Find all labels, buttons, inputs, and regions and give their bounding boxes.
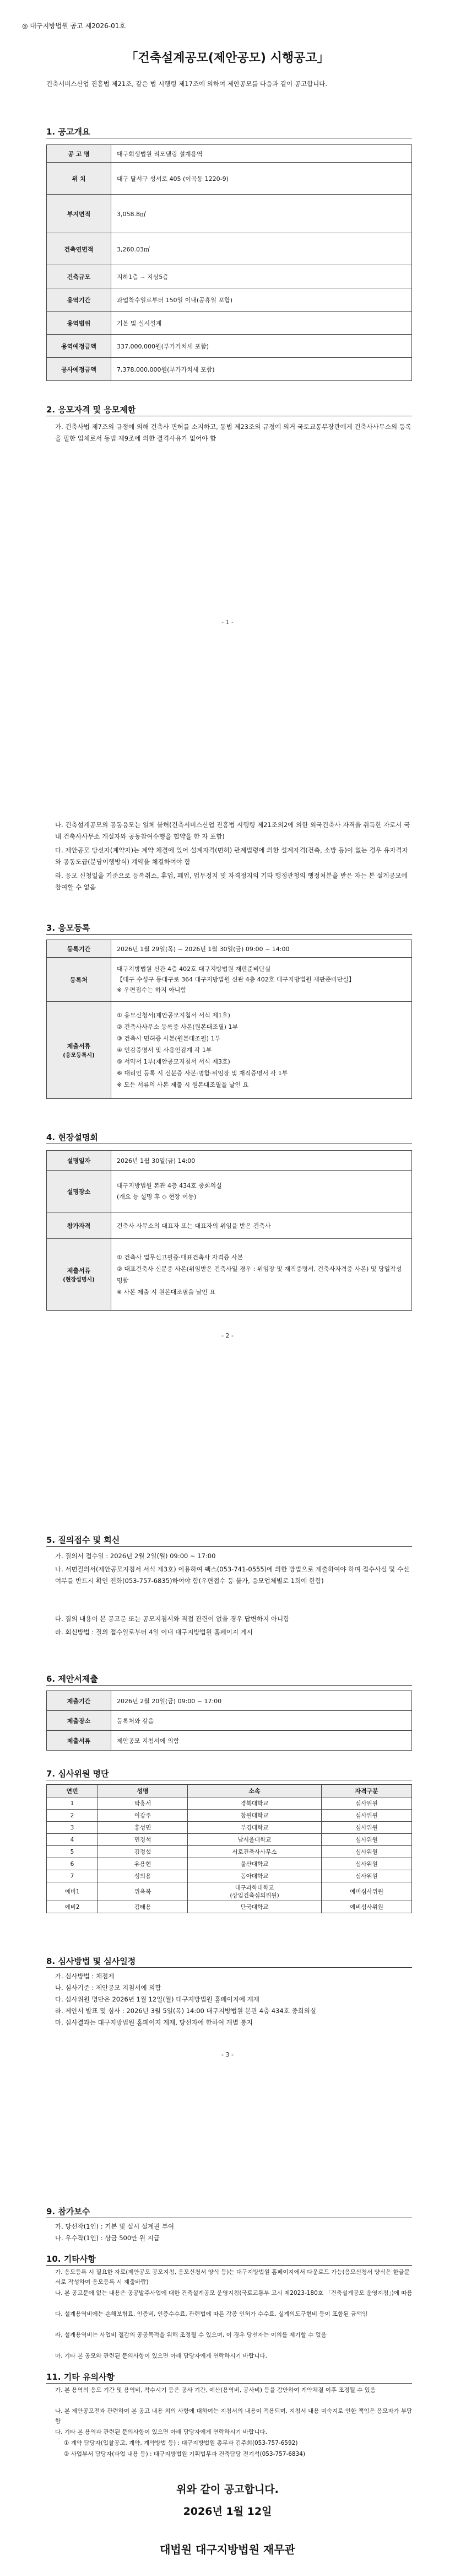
place-line: (개요 등 설명 후 ◇ 현장 이동) <box>117 1193 197 1200</box>
row-label: 설명일자 <box>47 1151 111 1171</box>
divider <box>46 1685 412 1686</box>
row-label: 부지면적 <box>47 195 111 233</box>
row-label: 용역범위 <box>47 312 111 335</box>
doc-line: ② 대표건축사 신분증 사본(위임받은 건축사일 경우 : 위임장 및 재직증명서, 건축사자격증 사본) 및 당일작성 명함 <box>117 1265 402 1284</box>
table-row <box>47 1691 412 1711</box>
judge-name: 김정섭 <box>98 1846 188 1858</box>
briefing-table <box>46 1150 412 1311</box>
register-line: 【대구 수성구 동대구로 364 대구지방법원 신관 4층 402호 대구지방법원 재판준비단실】 <box>117 976 355 983</box>
row-value: 과업착수일로부터 150일 이내(공휴일 포함) <box>111 288 412 312</box>
judge-no: 6 <box>47 1858 98 1870</box>
page-number: - 3 - <box>221 2051 234 2058</box>
divider <box>46 1967 412 1968</box>
judges-body <box>47 1797 412 1913</box>
docs-sublabel: (응모등록시) <box>63 1053 95 1059</box>
row-label: 설명장소 <box>47 1171 111 1212</box>
table-row <box>47 1002 412 1099</box>
table-row <box>47 312 412 335</box>
section-1-heading: 1. 공고개요 <box>46 127 90 137</box>
divider <box>46 2383 412 2384</box>
table-row <box>47 958 412 1002</box>
table-row <box>47 1901 412 1913</box>
table-row <box>47 1239 412 1311</box>
row-label: 건축규모 <box>47 265 111 288</box>
table-row <box>47 1846 412 1858</box>
row-label: 제출장소 <box>47 1711 111 1731</box>
row-value: 대구 달서구 성서로 405 (이곡동 1220-9) <box>111 163 412 195</box>
judge-name: 유용현 <box>98 1858 188 1870</box>
submission-table <box>46 1690 412 1751</box>
paragraph: 가. 응모등록 시 필요한 자료(제안공모 공모지침, 응모신청서 양식 등)는 대구지방법원 홈페이지에서 다운로드 가능(응모신청서 양식은 한글문서로 작성하여 응모등록 시 제출바람) <box>55 2269 410 2285</box>
paragraph: 라. 설계용역비는 사업비 절감의 공공목적을 위해 조정될 수 있으며, 이 경우 당선자는 이의를 제기할 수 없음 <box>55 2332 327 2338</box>
table-row <box>47 1834 412 1846</box>
row-value: 7,378,000,000원(부가가치세 포함) <box>111 358 412 381</box>
row-value <box>111 1002 412 1099</box>
table-row <box>47 1870 412 1882</box>
place-line: 대구지방법원 본관 4층 434호 중회의실 <box>117 1182 222 1189</box>
judge-affiliation: 서로건축사사무소 <box>188 1846 322 1858</box>
row-label: 공 고 명 <box>47 145 111 163</box>
divider <box>46 2265 412 2266</box>
row-value: 337,000,000원(부가가치세 포함) <box>111 335 412 358</box>
section-10-heading: 10. 기타사항 <box>46 2254 96 2264</box>
paragraph: 다. 질의 내용이 본 공고문 또는 공모지침서와 직접 관련이 없을 경우 답변하지 아니함 <box>55 1615 290 1623</box>
judge-name: 성의용 <box>98 1870 188 1882</box>
table-row <box>47 195 412 233</box>
row-value: 3,058.8㎡ <box>111 195 412 233</box>
paragraph: 다. 심사위원 명단은 2026년 1월 12일(월) 대구지방법원 홈페이지에 게재 <box>55 1995 259 2003</box>
column-header: 자격구분 <box>322 1785 412 1797</box>
judge-no: 2 <box>47 1810 98 1822</box>
judge-no: 예비2 <box>47 1901 98 1913</box>
announcement-number: ◎ 대구지방법원 공고 제2026-01호 <box>22 22 126 30</box>
doc-line: ① 건축사 업무신고필증·대표건축사 자격증 사본 <box>117 1253 243 1261</box>
judge-no: 3 <box>47 1822 98 1834</box>
register-line: 대구지방법원 신관 4층 402호 대구지방법원 재판준비단실 <box>117 965 271 973</box>
doc-line: ⑥ 대리인 등록 시 신분증 사본·명함·위임장 및 재직증명서 각 1부 <box>117 1070 288 1077</box>
closing-date: 2026년 1월 12일 <box>183 2505 272 2518</box>
paragraph: 마. 기타 본 공모와 관련된 문의사항이 있으면 아래 담당자에게 연락하시기 바랍니다. <box>55 2353 267 2359</box>
registration-table <box>46 940 412 1099</box>
table-row <box>47 1711 412 1731</box>
paragraph: 가. 심사방법 : 채점제 <box>55 1972 115 1980</box>
page-title: 「건축설계공모(제안공모) 시행공고」 <box>126 51 329 65</box>
judge-role: 심사위원 <box>322 1810 412 1822</box>
judge-no: 5 <box>47 1846 98 1858</box>
row-value: 제안공모 지침서에 의함 <box>111 1731 412 1751</box>
table-row <box>47 233 412 265</box>
row-label: 등록처 <box>47 958 111 1002</box>
closing-statement: 위와 같이 공고합니다. <box>176 2483 279 2496</box>
doc-line: ⑤ 서약서 1부(제안공모지침서 서식 제3호) <box>117 1058 230 1065</box>
doc-line: ① 응모신청서(제안공모지침서 서식 제1호) <box>117 1012 230 1019</box>
page-number: - 2 - <box>221 1332 234 1339</box>
divider <box>46 1546 412 1547</box>
section-7-heading: 7. 심사위원 명단 <box>46 1769 109 1779</box>
judge-affiliation: 부경대학교 <box>188 1822 322 1834</box>
table-row <box>47 1858 412 1870</box>
row-label <box>47 1002 111 1099</box>
judge-affiliation: 남서울대학교 <box>188 1834 322 1846</box>
section-6-heading: 6. 제안서제출 <box>46 1674 98 1684</box>
table-row <box>47 1882 412 1901</box>
row-label: 용역예정금액 <box>47 335 111 358</box>
issuer-name: 대법원 대구지방법원 재무관 <box>160 2543 295 2556</box>
row-value <box>111 958 412 1002</box>
table-row <box>47 265 412 288</box>
section-11-heading: 11. 기타 유의사항 <box>46 2372 115 2382</box>
judge-role: 심사위원 <box>322 1834 412 1846</box>
doc-line: ④ 인감증명서 및 사용인감계 각 1부 <box>117 1046 212 1054</box>
table-row <box>47 288 412 312</box>
paragraph: ② 사업부서 담당자(과업 내용 등) : 대구지방법원 기획법무과 건축담당 전기석(053-757-6834) <box>64 2451 306 2457</box>
paragraph: 나. 건축설계공모의 공동응모는 일체 불허(건축서비스산업 진흥법 시행령 제21조의2에 의한 외국건축사 자격을 취득한 자로서 국내 건축사사무소 개설자와 공동참여수행을 협약을 한 자 포함) <box>55 821 410 840</box>
judge-affiliation: 대구과학대학교 (상임건축심의위원) <box>188 1882 322 1901</box>
row-label: 용역기간 <box>47 288 111 312</box>
section-3-heading: 3. 응모등록 <box>46 923 90 933</box>
paragraph: 가. 본 용역의 응모 기간 및 용역비, 착수시기 등은 공사 기간, 예산(용역비, 공사비) 등을 감안하여 계약체결 이후 조정될 수 있음 <box>55 2387 376 2393</box>
row-value: 등록처와 같음 <box>111 1711 412 1731</box>
row-value: 2026년 2월 20일(금) 09:00 ~ 17:00 <box>111 1691 412 1711</box>
row-label: 제출서류 <box>47 1731 111 1751</box>
row-value: 3,260.03㎡ <box>111 233 412 265</box>
overview-table <box>46 144 412 381</box>
table-row <box>47 940 412 958</box>
table-row <box>47 335 412 358</box>
paragraph: 다. 제안공모 당선자(계약자)는 계약 체결에 있어 설계자격(면허) 관계법령에 의한 설계자격(건축, 소방 등)이 없는 경우 유자격자와 공동도급(분담이행방식) 계약을 체결하여야 함 <box>55 846 408 866</box>
row-label: 공사예정금액 <box>47 358 111 381</box>
judge-no: 1 <box>47 1797 98 1810</box>
judge-no: 7 <box>47 1870 98 1882</box>
paragraph: 가. 건축사법 제7조의 규정에 의해 건축사 면허를 소지하고, 동법 제23조의 규정에 의거 국토교통부장관에게 건축사사무소의 등록을 필한 업체로서 동법 제9조에 의한 결격사유가 없어야 함 <box>55 423 411 442</box>
paragraph: 다. 기타 본 용역과 관련된 문의사항이 있으면 아래 담당자에게 연락하시기 바랍니다. <box>55 2429 267 2435</box>
judge-name: 이강주 <box>98 1810 188 1822</box>
judge-role: 심사위원 <box>322 1858 412 1870</box>
table-row <box>47 358 412 381</box>
section-2-heading: 2. 응모자격 및 응모제한 <box>46 405 136 415</box>
table-header-row <box>47 1785 412 1797</box>
paragraph: 라. 제안서 발표 및 심사 : 2026년 3월 5일(목) 14:00 대구지방법원 본관 4층 434호 중회의실 <box>55 2007 316 2015</box>
row-label <box>47 1239 111 1311</box>
doc-line: ② 건축사사무소 등록증 사본(원본대조필) 1부 <box>117 1023 239 1031</box>
divider <box>46 934 412 935</box>
column-header: 성명 <box>98 1785 188 1797</box>
judge-name: 박홍서 <box>98 1797 188 1810</box>
row-value: 건축사 사무소의 대표자 또는 대표자의 위임을 받은 건축사 <box>111 1212 412 1239</box>
paragraph: 다. 설계용역비에는 손해보험료, 인증비, 인증수수료, 관련법에 따른 각종 인허가 수수료, 실계의도구현비 등이 포함된 금액임 <box>55 2311 368 2317</box>
section-5-heading: 5. 질의접수 및 회신 <box>46 1535 120 1545</box>
paragraph: 가. 질의서 접수일 : 2026년 2월 2일(월) 09:00 ~ 17:00 <box>55 1552 216 1560</box>
row-label: 등록기간 <box>47 940 111 958</box>
table-row <box>47 1797 412 1810</box>
judge-role: 심사위원 <box>322 1797 412 1810</box>
section-8-heading: 8. 심사방법 및 심사일정 <box>46 1956 136 1966</box>
row-value <box>111 1171 412 1212</box>
judge-role: 심사위원 <box>322 1822 412 1834</box>
table-row <box>47 1212 412 1239</box>
paragraph: 나. 본 공고문에 없는 내용은 공공발주사업에 대한 건축설계공모 운영지침(국토교통부 고시 제2023-180호 「건축설계공모 운영지침」)에 따름 <box>55 2290 413 2296</box>
paragraph: 나. 심사기준 : 제안공모 지침서에 의함 <box>55 1984 161 1992</box>
judge-affiliation: 동아대학교 <box>188 1870 322 1882</box>
page-number: - 1 - <box>221 619 234 626</box>
column-header: 소속 <box>188 1785 322 1797</box>
row-label: 건축연면적 <box>47 233 111 265</box>
section-9-heading: 9. 참가보수 <box>46 2207 90 2217</box>
paragraph: 마. 심사결과는 대구지방법원 홈페이지 게재, 당선자에 한하여 개별 통지 <box>55 2019 253 2026</box>
row-value: 기본 및 실시설계 <box>111 312 412 335</box>
paragraph: 라. 응모 신청일을 기준으로 등록취소, 휴업, 폐업, 업무정지 및 자격정지의 기타 행정관청의 행정처분을 받은 자는 본 설계공모에 참여할 수 없음 <box>55 872 408 891</box>
judge-affiliation: 단국대학교 <box>188 1901 322 1913</box>
docs-label: 제출서류 <box>67 1043 91 1050</box>
judge-affiliation: 창원대학교 <box>188 1810 322 1822</box>
row-label: 제출기간 <box>47 1691 111 1711</box>
doc-line: ※ 모든 서류의 사본 제출 시 원본대조필을 날인 요 <box>117 1081 249 1088</box>
table-row <box>47 1171 412 1212</box>
table-row <box>47 163 412 195</box>
row-value: 2026년 1월 30일(금) 14:00 <box>111 1151 412 1171</box>
doc-line: ※ 사본 제출 시 원본대조필을 날인 요 <box>117 1288 215 1296</box>
table-row <box>47 1731 412 1751</box>
docs-sublabel: (현장설명시) <box>63 1277 95 1283</box>
judge-role: 심사위원 <box>322 1846 412 1858</box>
paragraph: 나. 우수작(1인) : 상금 500만 원 지급 <box>55 2234 160 2242</box>
judge-role: 예비심사위원 <box>322 1882 412 1901</box>
row-value: 2026년 1월 29일(목) ~ 2026년 1월 30일(금) 09:00 ~ 14:00 <box>111 940 412 958</box>
judge-no: 4 <box>47 1834 98 1846</box>
row-value <box>111 1239 412 1311</box>
table-row <box>47 1810 412 1822</box>
judges-table <box>46 1784 412 1913</box>
paragraph: 가. 당선작(1인) : 기본 및 실시 설계권 부여 <box>55 2223 175 2230</box>
section-4-heading: 4. 현장설명회 <box>46 1133 98 1142</box>
paragraph: 나. 서면질의서(제안공모지침서 서식 제3호) 이용하여 팩스(053-741-0555)에 의한 방법으로 제출하여야 하며 접수사실 및 수신여부를 반드시 확인 전화(053-757-6835)하여야 함(우편접수 등 불가, 응모업체별로 1회에 한함) <box>55 1565 410 1585</box>
table-row <box>47 1151 412 1171</box>
judge-name: 민경석 <box>98 1834 188 1846</box>
row-label: 위 치 <box>47 163 111 195</box>
judge-role: 예비심사위원 <box>322 1901 412 1913</box>
intro-text: 건축서비스산업 진흥법 제21조, 같은 법 시행령 제17조에 의하여 제안공모를 다음과 같이 공고합니다. <box>46 80 328 88</box>
doc-line: ③ 건축사 면허증 사본(원본대조필) 1부 <box>117 1035 221 1042</box>
paragraph: 라. 회신방법 : 질의 접수일로부터 4일 이내 대구지방법원 홈페이지 게시 <box>55 1628 253 1636</box>
paragraph: 나. 본 제안공모전과 관련하여 본 공고 내용 외의 사항에 대하여는 지침서의 내용이 적용되며, 지침서 내용 미숙지로 인한 책임은 응모자가 부담함 <box>55 2408 413 2424</box>
judge-name: 김태용 <box>98 1901 188 1913</box>
docs-label: 제출서류 <box>67 1267 91 1274</box>
judge-name: 홍성민 <box>98 1822 188 1834</box>
judge-name: 위옥복 <box>98 1882 188 1901</box>
column-header: 연번 <box>47 1785 98 1797</box>
table-row <box>47 1822 412 1834</box>
judge-affiliation: 경북대학교 <box>188 1797 322 1810</box>
judge-affiliation: 울산대학교 <box>188 1858 322 1870</box>
judge-no: 예비1 <box>47 1882 98 1901</box>
register-line: ※ 우편접수는 하지 아니함 <box>117 986 186 994</box>
row-value: 지하1층 ~ 지상5층 <box>111 265 412 288</box>
judge-role: 심사위원 <box>322 1870 412 1882</box>
paragraph: ① 계약 담당자(입찰공고, 계약, 계약방법 등) : 대구지방법원 총무과 김주희(053-757-6592) <box>64 2440 298 2446</box>
row-label: 참가자격 <box>47 1212 111 1239</box>
table-row <box>47 145 412 163</box>
row-value: 대구회생법원 리모델링 설계용역 <box>111 145 412 163</box>
